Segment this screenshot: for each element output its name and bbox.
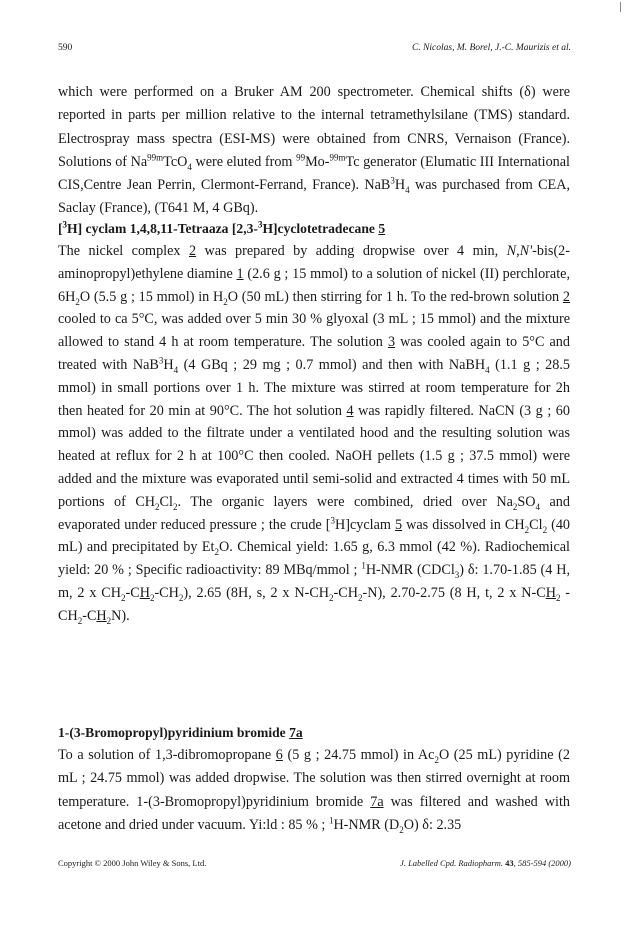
page-number: 590 [58, 43, 73, 53]
cyclam-procedure-paragraph: The nickel complex 2 was prepared by adding dropwise over 4 min, N,N'-bis(2-aminopropyl)ethylene diamine 1 (2.6 g ; 15 mmol) to a solution of nickel (II) perchlorate, $6H_2O$ (5.5 g ; 15 mmol) in $H_2O$ (50 mL) then stirring for 1 h. To the red-brown solution 2 cooled to ca 5°C, was added over 5 min 30 % glyoxal (3 mL ; 15 mmol) and the mixture allowed to stand 4 h at room temperature. The solution 3 was cooled again to 5°C and treated with $NaB^3H_4$ (4 GBq ; 29 mg ; 0.7 mmol) and then with NaBH$_4$ (1.1 g ; 28.5 mmol) in small portions over 1 h. The mixture was stirred at room temperature for 2h then heated for 20 min at 90°C. The hot solution 4 was rapidly filtered. NaCN (3 g ; 60 mmol) was added to the filtrate under a ventilated hood and the resulting solution was heated at reflux for 2 h at 100°C then cooled. NaOH pellets (1.5 g ; 37.5 mmol) were added and the mixture was evaporated until semi-solid and extracted 4 times with 50 mL portions of $CH_2Cl_2$. The organic layers were combined, dried over $Na_2SO_4$ and evaporated under reduced pressure ; the crude [$^3$H]cyclam 5 was dissolved in $CH_2Cl_2$ (40 mL) and precipitated by $Et_2O$. Chemical yield: 1.65 g, 6.3 mmol (42 %). Radiochemical yield: 20 % ; Specific radioactivity: 89 MBq/mmol ; $^1$H-NMR (CDCl$_3$) δ: 1.70-1.85 (4 H, m, 2 x $CH_2-CH_2-CH_2$), 2.65 (8H, s, 2 x $N-CH_2-CH_2-N$), 2.70-2.75 (8 H, t, 2 x $N-CH_2 - CH_2-CH_2N$). [58, 243, 571, 626]
section-heading-cyclam: [$^3$H] cyclam 1,4,8,11-Tetraaza [2,3-$^3$H]cyclotetradecane 5 [58, 219, 386, 236]
journal-name: J. Labelled Cpd. Radiopharm. [400, 858, 503, 868]
bromopropyl-procedure-paragraph: To a solution of 1,3-dibromopropane 6 (5 g ; 24.75 mmol) in $Ac_2O$ (25 mL) pyridine (2 mL ; 24.75 mmol) was added dropwise. The solution was then stirred overnight at room temperature. 1-(3-Bromopropyl)pyridinium bromide 7a was filtered and washed with acetone and dried under vacuum. Yi:ld : 85 % ; $^1$H-NMR $(D_2O)$ δ: 2.35 [58, 747, 570, 835]
section-heading-bromopropyl: 1-(3-Bromopropyl)pyridinium bromide 7a [58, 725, 303, 740]
running-head [58, 43, 571, 53]
intro-paragraph: which were performed on a Bruker AM 200 spectrometer. Chemical shifts (δ) were reported in parts per million relative to the internal tetramethylsilane (TMS) standard. Electrospray mass spectra (ESI-MS) were obtained from CNRS, Vernaison (France). Solutions of $Na^{99m}TcO_4$ were eluted from $^{99}$Mo-$^{99m}$Tc generator (Elumatic III International CIS,Centre Jean Perrin, Clermont-Ferrand, France). $NaB^3H_4$ was purchased from CEA, Saclay (France), (T641 M, 4 GBq). [58, 84, 571, 217]
journal-pages: , 585-594 (2000) [513, 858, 571, 868]
page-footer [58, 858, 571, 868]
scan-edge-mark [620, 2, 621, 12]
journal-citation [400, 858, 571, 868]
running-head-authors: C. Nicolas, M. Borel, J.-C. Maurizis et al. [411, 43, 571, 53]
copyright-notice: Copyright © 2000 John Wiley & Sons, Ltd. [58, 858, 207, 868]
journal-volume: 43 [505, 858, 514, 868]
